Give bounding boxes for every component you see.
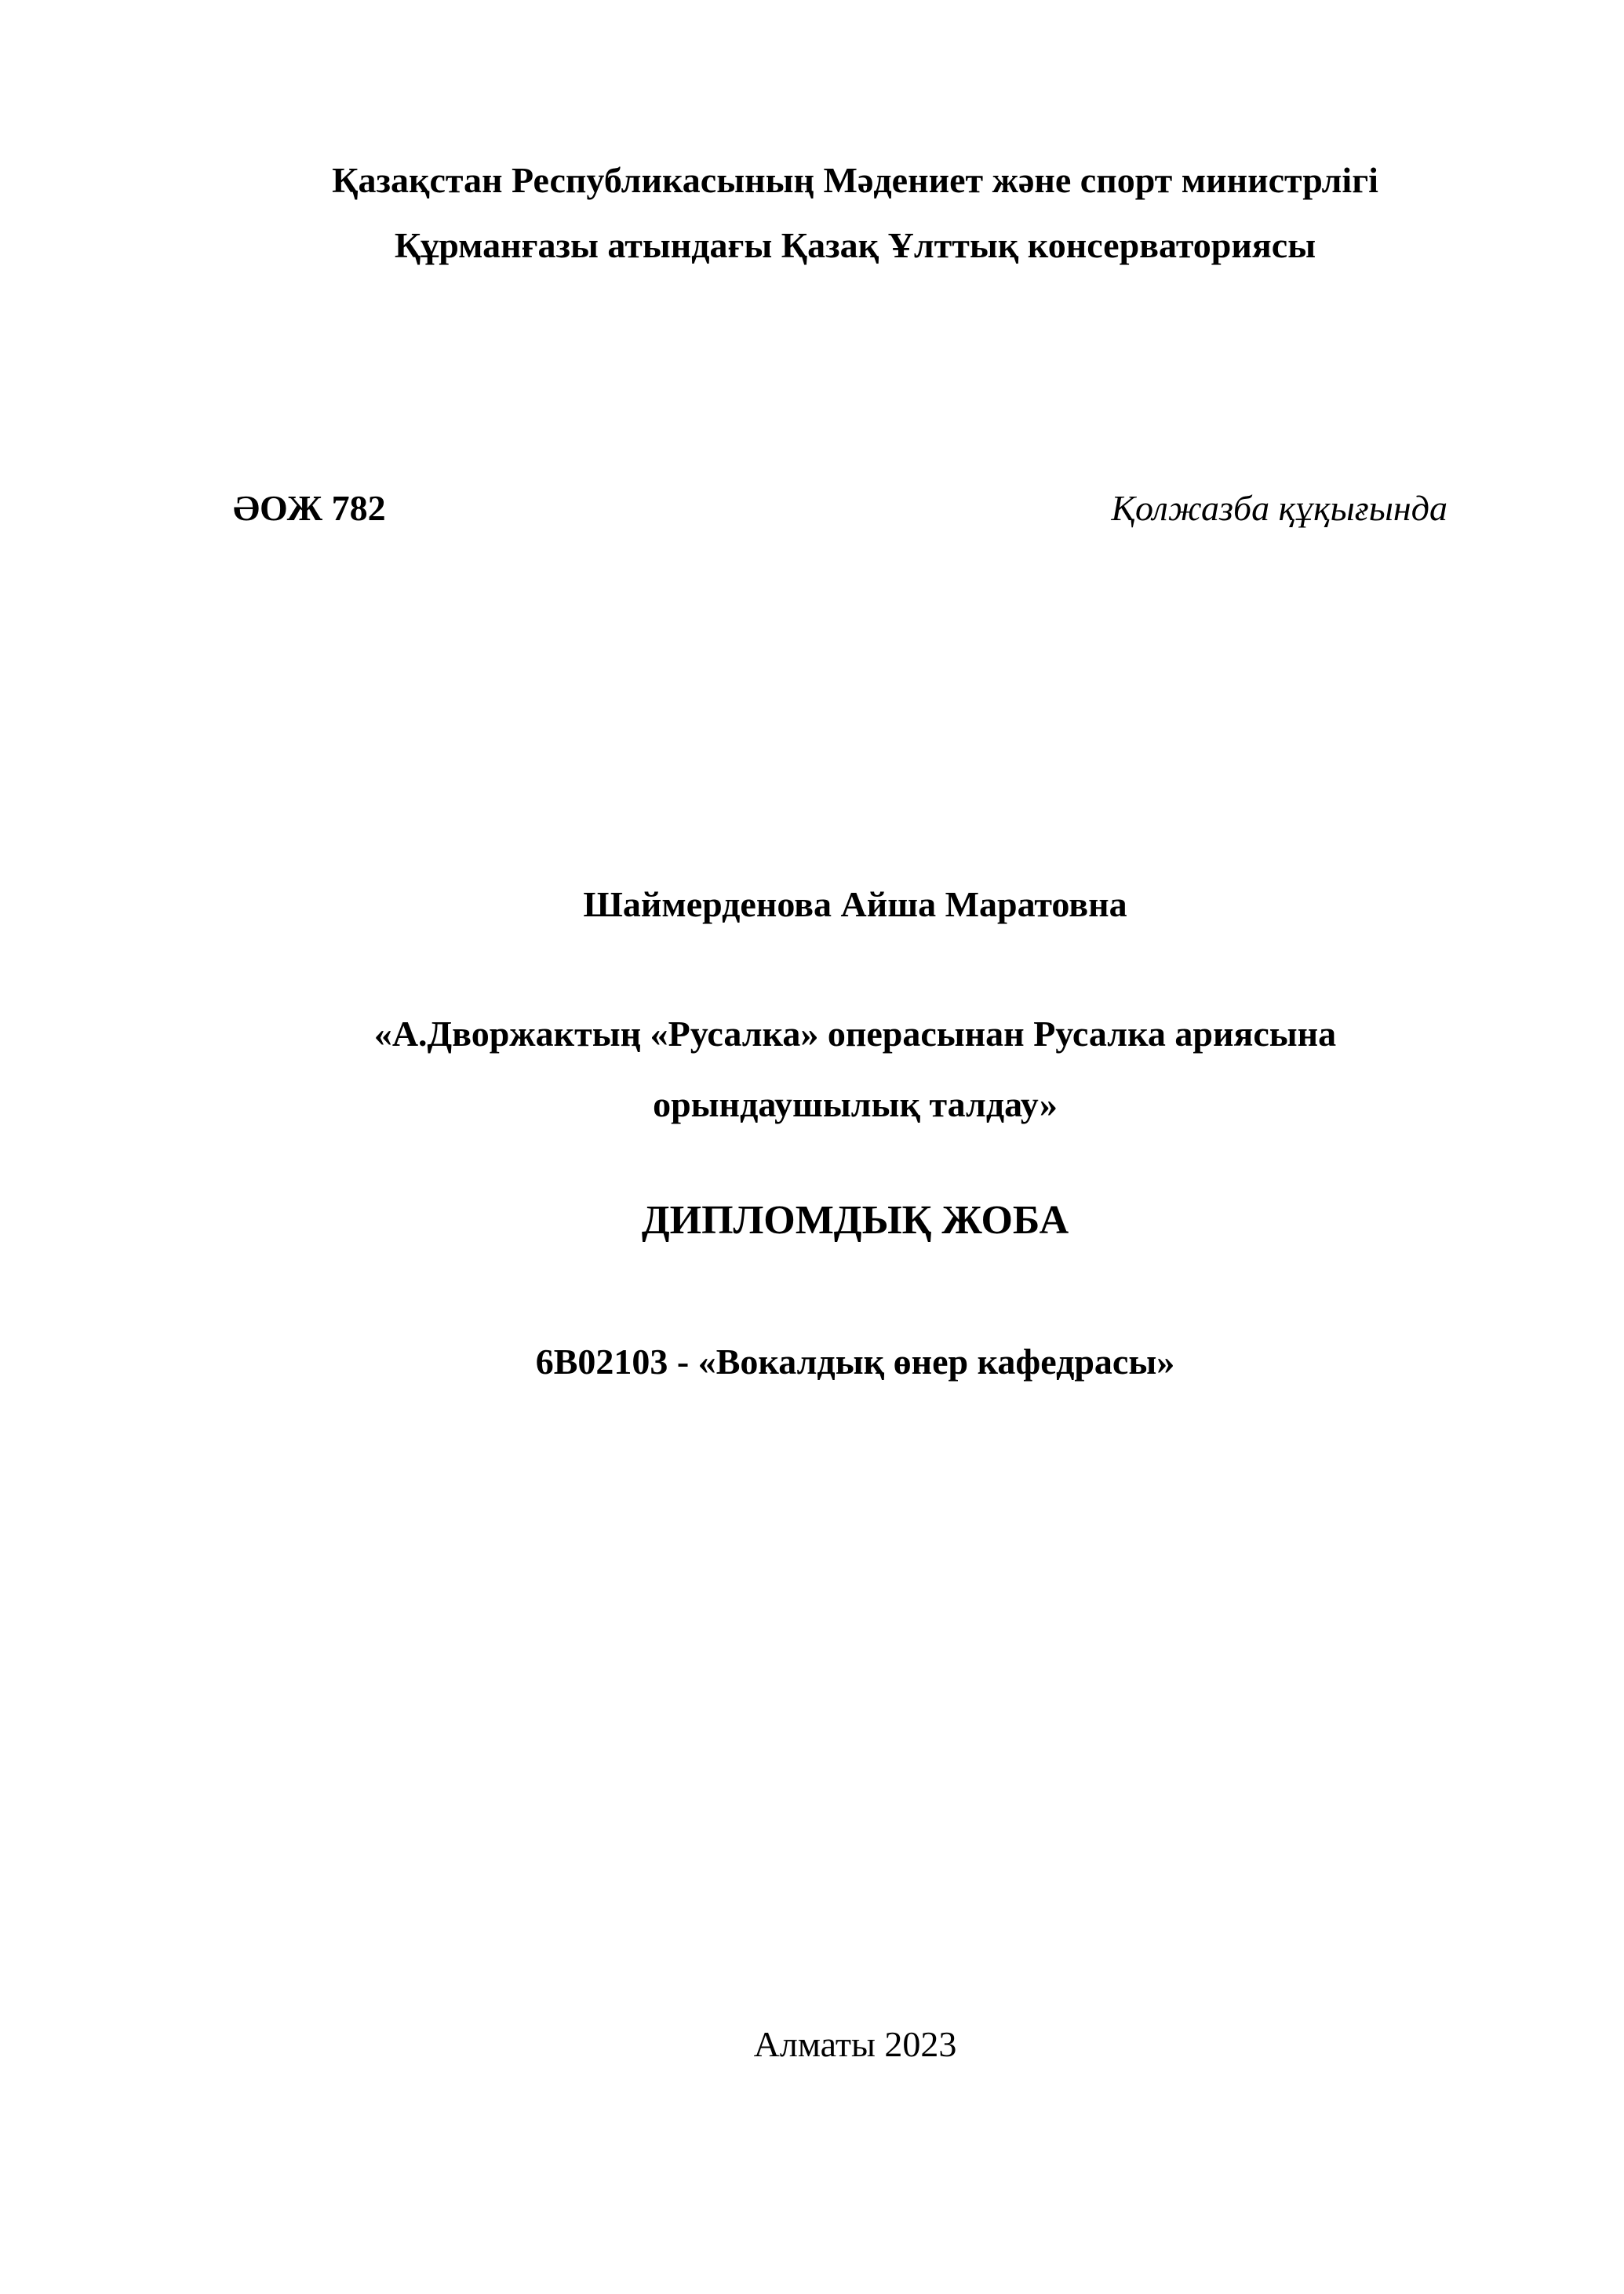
author-name: Шаймерденова Айша Маратовна [583,884,1127,924]
thesis-title-line-1: «А.Дворжактың «Русалка» операсынан Русалка ариясына [373,1014,1337,1054]
department-label: 6В02103 - «Вокалдық өнер кафедрасы» [535,1342,1175,1382]
document-type-heading: ДИПЛОМДЫҚ ЖОБА [641,1198,1069,1243]
ministry-heading: Қазақстан Республикасының Мәдениет және спорт министрлігі [332,160,1378,200]
city-year-footer: Алматы 2023 [753,2024,957,2064]
conservatory-heading: Құрманғазы атындағы Қазақ Ұлттық консерваториясы [394,225,1316,265]
thesis-title-line-2: орындаушылық талдау» [653,1084,1058,1124]
udc-code: ӘОЖ 782 [233,488,386,528]
manuscript-rights-note: Қолжазба құқығында [1111,488,1447,528]
